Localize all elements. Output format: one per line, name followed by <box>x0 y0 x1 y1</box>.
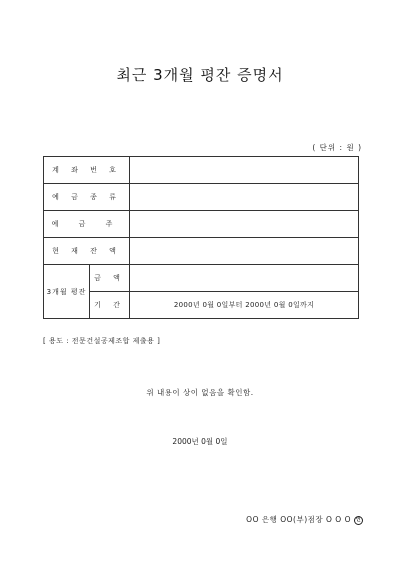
period-label: 기 간 <box>90 292 130 319</box>
table-row <box>44 157 359 184</box>
deposit-type-value <box>130 184 359 211</box>
period-value: 2000년 0월 0일부터 2000년 0월 0일까지 <box>130 292 359 319</box>
amount-label: 금 액 <box>90 265 130 292</box>
certificate-table <box>43 156 359 319</box>
table-row <box>44 292 359 319</box>
confirmation-text: 위 내용이 상이 없음을 확인함. <box>146 388 254 397</box>
table-row <box>44 238 359 265</box>
document-title: 최근 3개월 평잔 증명서 <box>116 66 284 84</box>
unit-note: ( 단위 : 원 ) <box>312 143 362 152</box>
usage-note: [ 용도 : 전문건설공제조합 제출용 ] <box>43 337 161 345</box>
deposit-type-label: 예 금 종 류 <box>44 184 130 211</box>
account-number-label: 계 좌 번 호 <box>44 157 130 184</box>
signer-text: OO 은행 OO(부)점장 O O O <box>246 515 351 524</box>
avg-balance-label: 3개월 평잔 <box>44 265 90 319</box>
amount-value <box>130 265 359 292</box>
depositor-value <box>130 211 359 238</box>
seal-icon: 인 <box>355 516 362 523</box>
issue-date: 2000년 0월 0일 <box>172 437 228 446</box>
table-row <box>44 211 359 238</box>
depositor-label: 예 금 주 <box>44 211 130 238</box>
account-number-value <box>130 157 359 184</box>
table-row <box>44 265 359 292</box>
current-balance-label: 현 재 잔 액 <box>44 238 130 265</box>
current-balance-value <box>130 238 359 265</box>
signer-line <box>246 514 363 525</box>
table-row <box>44 184 359 211</box>
